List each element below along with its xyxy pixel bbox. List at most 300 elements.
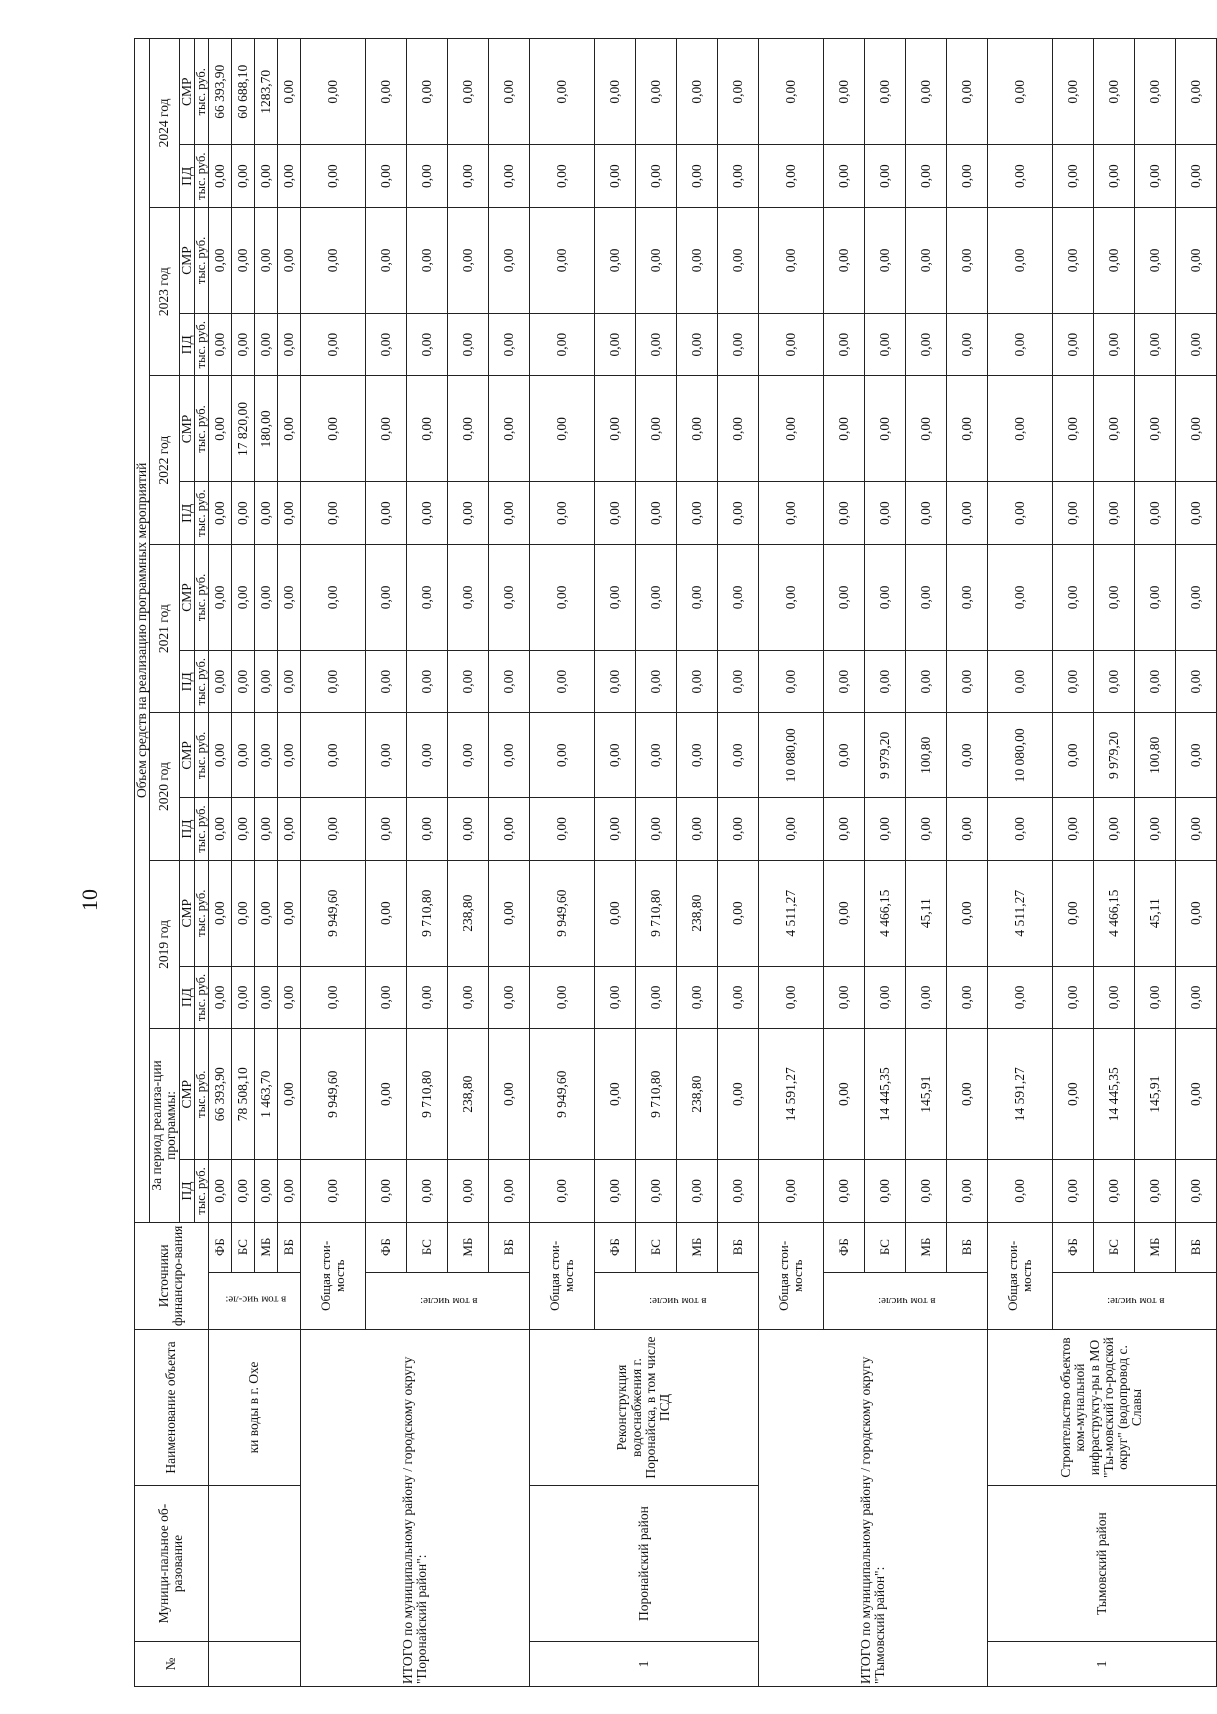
value-cell: 0,00 [300, 39, 365, 146]
header-pd: ПД [179, 314, 194, 376]
source-cell: ФБ [594, 1222, 635, 1272]
header-unit-pd: тыс. руб. [194, 482, 208, 544]
value-cell: 0,00 [594, 482, 635, 544]
header-unit-smr: тыс. руб. [194, 376, 208, 482]
value-cell: 0,00 [676, 651, 717, 713]
source-cell: БС [635, 1222, 676, 1272]
rotated-table-container [134, 38, 1203, 1687]
value-cell: 0,00 [208, 651, 231, 713]
incl-text: в том числе: [420, 1295, 478, 1308]
value-cell: 0,00 [635, 314, 676, 376]
value-cell: 0,00 [594, 798, 635, 860]
value-cell: 0,00 [717, 376, 758, 482]
value-cell: 0,00 [1175, 966, 1216, 1028]
value-cell: 0,00 [1052, 544, 1093, 650]
value-cell: 0,00 [300, 651, 365, 713]
header-year: 2021 год [150, 544, 179, 713]
total-label: ИТОГО по муниципальному району / городскому округу "Поронайский район": [300, 1330, 529, 1687]
value-cell: 0,00 [1052, 39, 1093, 146]
value-cell: 9 949,60 [529, 860, 594, 966]
value-cell: 0,00 [365, 798, 406, 860]
value-cell: 0,00 [676, 145, 717, 207]
table-row [529, 39, 594, 1687]
mo-cell [208, 1486, 300, 1642]
header-year: 2023 год [150, 207, 179, 376]
incl-label [823, 1272, 987, 1329]
value-cell: 0,00 [447, 145, 488, 207]
value-cell: 0,00 [823, 39, 864, 146]
value-cell: 0,00 [254, 145, 277, 207]
value-cell: 0,00 [946, 207, 987, 313]
value-cell: 0,00 [864, 207, 905, 313]
value-cell: 0,00 [905, 376, 946, 482]
value-cell: 0,00 [823, 1160, 864, 1222]
table-row [987, 39, 1052, 1687]
value-cell: 9 949,60 [529, 1029, 594, 1160]
value-cell: 1 463,70 [254, 1029, 277, 1160]
value-cell: 0,00 [365, 1160, 406, 1222]
value-cell: 0,00 [946, 376, 987, 482]
incl-text: в том чис-ле: [225, 1293, 287, 1306]
value-cell: 0,00 [208, 207, 231, 313]
value-cell: 0,00 [676, 544, 717, 650]
value-cell: 0,00 [1093, 207, 1134, 313]
value-cell: 0,00 [277, 860, 300, 966]
value-cell: 0,00 [946, 145, 987, 207]
value-cell: 145,91 [905, 1029, 946, 1160]
header-municipality: Муници-пальное об-разование [135, 1486, 209, 1642]
value-cell: 0,00 [254, 207, 277, 313]
value-cell: 0,00 [488, 1160, 529, 1222]
value-cell: 0,00 [529, 145, 594, 207]
value-cell: 0,00 [864, 145, 905, 207]
value-cell: 0,00 [1093, 544, 1134, 650]
value-cell: 0,00 [594, 207, 635, 313]
source-cell: ФБ [365, 1222, 406, 1272]
value-cell: 0,00 [987, 1160, 1052, 1222]
value-cell: 0,00 [488, 376, 529, 482]
value-cell: 0,00 [1052, 1029, 1093, 1160]
value-cell: 0,00 [823, 713, 864, 798]
header-unit-smr: тыс. руб. [194, 544, 208, 650]
value-cell: 0,00 [987, 651, 1052, 713]
value-cell: 45,11 [905, 860, 946, 966]
value-cell: 0,00 [1093, 145, 1134, 207]
header-pd: ПД [179, 798, 194, 860]
value-cell: 0,00 [406, 651, 447, 713]
value-cell: 0,00 [406, 482, 447, 544]
value-cell: 0,00 [208, 145, 231, 207]
value-cell: 0,00 [946, 544, 987, 650]
header-unit-pd: тыс. руб. [194, 798, 208, 860]
value-cell: 0,00 [717, 1029, 758, 1160]
value-cell: 0,00 [406, 798, 447, 860]
value-cell: 0,00 [823, 482, 864, 544]
value-cell: 0,00 [488, 1029, 529, 1160]
value-cell: 0,00 [946, 39, 987, 146]
value-cell: 0,00 [946, 314, 987, 376]
source-cell: МБ [447, 1222, 488, 1272]
value-cell: 14 591,27 [758, 1029, 823, 1160]
header-unit-smr: тыс. руб. [194, 713, 208, 798]
incl-label [594, 1272, 758, 1329]
header-unit-smr: тыс. руб. [194, 207, 208, 313]
value-cell: 0,00 [987, 798, 1052, 860]
value-cell: 0,00 [231, 544, 254, 650]
value-cell: 0,00 [987, 145, 1052, 207]
header-smr: СМР [179, 39, 194, 146]
value-cell: 0,00 [635, 651, 676, 713]
value-cell: 0,00 [987, 207, 1052, 313]
value-cell: 0,00 [864, 482, 905, 544]
value-cell: 0,00 [676, 798, 717, 860]
header-object: Наименование объекта [135, 1330, 209, 1486]
value-cell: 17 820,00 [231, 376, 254, 482]
value-cell: 0,00 [277, 39, 300, 146]
value-cell: 0,00 [231, 1160, 254, 1222]
value-cell: 9 949,60 [300, 1029, 365, 1160]
value-cell: 0,00 [1134, 145, 1175, 207]
value-cell: 238,80 [676, 860, 717, 966]
value-cell: 0,00 [365, 1029, 406, 1160]
value-cell: 0,00 [1134, 207, 1175, 313]
value-cell: 0,00 [1052, 207, 1093, 313]
value-cell: 0,00 [758, 544, 823, 650]
value-cell: 0,00 [823, 860, 864, 966]
value-cell: 0,00 [529, 966, 594, 1028]
value-cell: 0,00 [823, 798, 864, 860]
value-cell: 0,00 [1134, 1160, 1175, 1222]
value-cell: 9 710,80 [406, 1029, 447, 1160]
value-cell: 66 393,90 [208, 39, 231, 146]
value-cell: 0,00 [208, 314, 231, 376]
value-cell: 0,00 [406, 544, 447, 650]
value-cell: 0,00 [1175, 860, 1216, 966]
value-cell: 0,00 [676, 376, 717, 482]
total-cost-label: Общая стои-мость [300, 1222, 365, 1329]
value-cell: 0,00 [594, 145, 635, 207]
num-cell: 1 [529, 1642, 758, 1687]
value-cell: 0,00 [447, 207, 488, 313]
value-cell: 0,00 [864, 1160, 905, 1222]
table-row [300, 39, 365, 1687]
value-cell: 0,00 [1134, 651, 1175, 713]
header-smr: СМР [179, 1029, 194, 1160]
value-cell: 0,00 [946, 651, 987, 713]
value-cell: 0,00 [905, 651, 946, 713]
value-cell: 0,00 [277, 651, 300, 713]
value-cell: 0,00 [1093, 39, 1134, 146]
value-cell: 0,00 [365, 651, 406, 713]
value-cell: 0,00 [758, 314, 823, 376]
value-cell: 0,00 [1175, 207, 1216, 313]
value-cell: 0,00 [447, 482, 488, 544]
value-cell: 0,00 [823, 966, 864, 1028]
value-cell: 0,00 [406, 207, 447, 313]
value-cell: 0,00 [365, 544, 406, 650]
value-cell: 0,00 [406, 713, 447, 798]
mo-cell: Тымовский район [987, 1486, 1216, 1642]
value-cell: 0,00 [635, 39, 676, 146]
value-cell: 0,00 [231, 145, 254, 207]
value-cell: 0,00 [447, 39, 488, 146]
value-cell: 0,00 [447, 713, 488, 798]
header-year: 2019 год [150, 860, 179, 1029]
value-cell: 0,00 [987, 314, 1052, 376]
value-cell: 0,00 [231, 966, 254, 1028]
value-cell: 0,00 [365, 713, 406, 798]
value-cell: 0,00 [254, 544, 277, 650]
incl-text: в том числе: [1107, 1295, 1165, 1308]
value-cell: 0,00 [1134, 376, 1175, 482]
value-cell: 0,00 [987, 376, 1052, 482]
value-cell: 0,00 [864, 376, 905, 482]
value-cell: 0,00 [208, 482, 231, 544]
value-cell: 0,00 [594, 966, 635, 1028]
source-cell: БС [231, 1222, 254, 1272]
incl-label [1052, 1272, 1216, 1329]
header-smr: СМР [179, 544, 194, 650]
header-unit-pd: тыс. руб. [194, 1160, 208, 1222]
value-cell: 0,00 [277, 1160, 300, 1222]
value-cell: 0,00 [254, 860, 277, 966]
value-cell: 0,00 [488, 314, 529, 376]
value-cell: 0,00 [300, 482, 365, 544]
value-cell: 0,00 [864, 39, 905, 146]
value-cell: 9 949,60 [300, 860, 365, 966]
total-cost-label: Общая стои-мость [529, 1222, 594, 1329]
value-cell: 0,00 [447, 966, 488, 1028]
value-cell: 0,00 [676, 314, 717, 376]
value-cell: 0,00 [488, 966, 529, 1028]
value-cell: 0,00 [717, 314, 758, 376]
value-cell: 0,00 [758, 482, 823, 544]
header-unit-pd: тыс. руб. [194, 314, 208, 376]
value-cell: 0,00 [905, 544, 946, 650]
value-cell: 0,00 [758, 145, 823, 207]
value-cell: 238,80 [447, 860, 488, 966]
object-cell: Реконструкция водоснабжения г. Поронайска, в том числе ПСД [529, 1330, 758, 1486]
value-cell: 0,00 [254, 482, 277, 544]
value-cell: 0,00 [300, 376, 365, 482]
value-cell: 0,00 [365, 482, 406, 544]
value-cell: 0,00 [946, 1160, 987, 1222]
source-cell: МБ [676, 1222, 717, 1272]
value-cell: 0,00 [1175, 1029, 1216, 1160]
value-cell: 0,00 [529, 39, 594, 146]
value-cell: 238,80 [447, 1029, 488, 1160]
value-cell: 0,00 [365, 376, 406, 482]
source-cell: ВБ [717, 1222, 758, 1272]
source-cell: ВБ [946, 1222, 987, 1272]
source-cell: БС [1093, 1222, 1134, 1272]
value-cell: 0,00 [300, 145, 365, 207]
value-cell: 10 080,00 [987, 713, 1052, 798]
header-unit-smr: тыс. руб. [194, 1029, 208, 1160]
value-cell: 0,00 [1175, 314, 1216, 376]
object-cell: ки воды в г. Охе [208, 1330, 300, 1486]
incl-label [365, 1272, 529, 1329]
value-cell: 0,00 [254, 651, 277, 713]
header-smr: СМР [179, 376, 194, 482]
value-cell: 0,00 [406, 966, 447, 1028]
value-cell: 0,00 [300, 798, 365, 860]
value-cell: 0,00 [905, 966, 946, 1028]
value-cell: 0,00 [208, 376, 231, 482]
value-cell: 45,11 [1134, 860, 1175, 966]
header-unit-smr: тыс. руб. [194, 860, 208, 966]
value-cell: 0,00 [717, 798, 758, 860]
value-cell: 0,00 [1134, 314, 1175, 376]
header-pd: ПД [179, 966, 194, 1028]
value-cell: 0,00 [635, 1160, 676, 1222]
value-cell: 0,00 [946, 798, 987, 860]
value-cell: 0,00 [1052, 713, 1093, 798]
value-cell: 0,00 [488, 798, 529, 860]
object-cell: Строительство объектов ком-мунальной инфраструкту-ры в МО "Ты-мовский го-родской округ" (водопровод с. Славы [987, 1330, 1216, 1486]
value-cell: 0,00 [254, 798, 277, 860]
source-cell: БС [406, 1222, 447, 1272]
value-cell: 0,00 [946, 1029, 987, 1160]
value-cell: 0,00 [277, 207, 300, 313]
value-cell: 0,00 [1093, 651, 1134, 713]
source-cell: БС [864, 1222, 905, 1272]
value-cell: 0,00 [717, 651, 758, 713]
value-cell: 0,00 [864, 314, 905, 376]
value-cell: 0,00 [277, 314, 300, 376]
source-cell: МБ [1134, 1222, 1175, 1272]
value-cell: 0,00 [1134, 482, 1175, 544]
value-cell: 0,00 [529, 544, 594, 650]
value-cell: 0,00 [676, 966, 717, 1028]
value-cell: 0,00 [594, 1029, 635, 1160]
header-unit-pd: тыс. руб. [194, 651, 208, 713]
value-cell: 4 466,15 [1093, 860, 1134, 966]
value-cell: 0,00 [488, 145, 529, 207]
value-cell: 0,00 [717, 966, 758, 1028]
value-cell: 0,00 [717, 482, 758, 544]
value-cell: 9 979,20 [864, 713, 905, 798]
value-cell: 0,00 [529, 207, 594, 313]
value-cell: 0,00 [717, 1160, 758, 1222]
value-cell: 0,00 [946, 860, 987, 966]
value-cell: 0,00 [231, 860, 254, 966]
value-cell: 0,00 [1052, 860, 1093, 966]
value-cell: 0,00 [529, 798, 594, 860]
value-cell: 0,00 [1093, 482, 1134, 544]
value-cell: 14 445,35 [1093, 1029, 1134, 1160]
value-cell: 0,00 [208, 1160, 231, 1222]
value-cell: 0,00 [1175, 1160, 1216, 1222]
source-cell: ВБ [277, 1222, 300, 1272]
value-cell: 0,00 [529, 482, 594, 544]
header-pd: ПД [179, 1160, 194, 1222]
value-cell: 0,00 [208, 966, 231, 1028]
value-cell: 0,00 [254, 713, 277, 798]
value-cell: 0,00 [987, 39, 1052, 146]
value-cell: 9 979,20 [1093, 713, 1134, 798]
value-cell: 0,00 [864, 798, 905, 860]
value-cell: 0,00 [635, 145, 676, 207]
source-cell: ФБ [823, 1222, 864, 1272]
table-row [208, 39, 231, 1687]
header-unit-smr: тыс. руб. [194, 39, 208, 146]
value-cell: 0,00 [823, 544, 864, 650]
value-cell: 0,00 [987, 482, 1052, 544]
header-smr: СМР [179, 860, 194, 966]
value-cell: 0,00 [1052, 1160, 1093, 1222]
value-cell: 0,00 [758, 39, 823, 146]
header-smr: СМР [179, 713, 194, 798]
value-cell: 0,00 [277, 376, 300, 482]
header-unit-pd: тыс. руб. [194, 966, 208, 1028]
value-cell: 0,00 [676, 1160, 717, 1222]
value-cell: 4 511,27 [987, 860, 1052, 966]
value-cell: 0,00 [1052, 376, 1093, 482]
value-cell: 0,00 [758, 798, 823, 860]
value-cell: 0,00 [946, 713, 987, 798]
value-cell: 0,00 [406, 39, 447, 146]
value-cell: 0,00 [365, 314, 406, 376]
header-source: Источники финансиро-вания [135, 1222, 209, 1329]
value-cell: 0,00 [676, 482, 717, 544]
value-cell: 0,00 [406, 376, 447, 482]
header-year: 2022 год [150, 376, 179, 545]
value-cell: 0,00 [277, 713, 300, 798]
value-cell: 0,00 [1134, 39, 1175, 146]
value-cell: 0,00 [905, 798, 946, 860]
value-cell: 0,00 [717, 544, 758, 650]
value-cell: 9 710,80 [635, 1029, 676, 1160]
value-cell: 0,00 [277, 1029, 300, 1160]
value-cell: 78 508,10 [231, 1029, 254, 1160]
value-cell: 0,00 [488, 713, 529, 798]
value-cell: 0,00 [406, 1160, 447, 1222]
source-cell: ВБ [488, 1222, 529, 1272]
value-cell: 0,00 [946, 482, 987, 544]
value-cell: 0,00 [277, 966, 300, 1028]
value-cell: 0,00 [594, 544, 635, 650]
value-cell: 0,00 [905, 1160, 946, 1222]
value-cell: 0,00 [231, 651, 254, 713]
value-cell: 0,00 [447, 651, 488, 713]
value-cell: 0,00 [864, 651, 905, 713]
value-cell: 0,00 [635, 544, 676, 650]
header-unit-pd: тыс. руб. [194, 145, 208, 207]
value-cell: 0,00 [254, 1160, 277, 1222]
value-cell: 0,00 [1134, 966, 1175, 1028]
value-cell: 0,00 [946, 966, 987, 1028]
value-cell: 0,00 [529, 1160, 594, 1222]
value-cell: 0,00 [488, 544, 529, 650]
value-cell: 0,00 [231, 482, 254, 544]
value-cell: 0,00 [300, 314, 365, 376]
value-cell: 0,00 [1093, 966, 1134, 1028]
value-cell: 180,00 [254, 376, 277, 482]
num-cell: 1 [987, 1642, 1216, 1687]
value-cell: 0,00 [529, 651, 594, 713]
value-cell: 0,00 [676, 713, 717, 798]
value-cell: 0,00 [365, 207, 406, 313]
value-cell: 0,00 [300, 544, 365, 650]
value-cell: 0,00 [1093, 1160, 1134, 1222]
value-cell: 0,00 [758, 966, 823, 1028]
header-year: 2024 год [150, 39, 179, 208]
value-cell: 0,00 [231, 798, 254, 860]
source-cell: ФБ [208, 1222, 231, 1272]
value-cell: 0,00 [1052, 798, 1093, 860]
value-cell: 0,00 [1093, 798, 1134, 860]
